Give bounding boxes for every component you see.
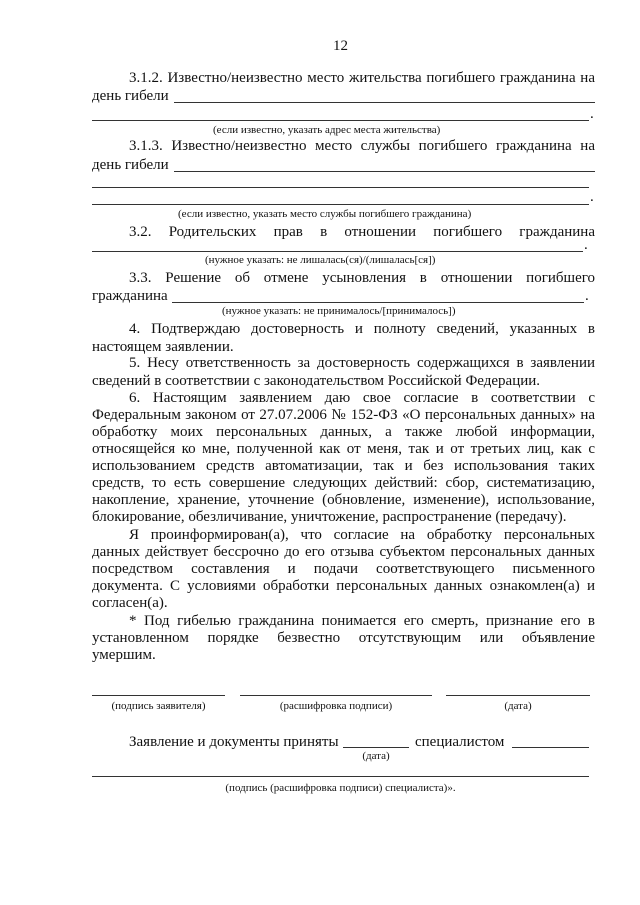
p7-line3: посредством составления и подачи соответствующего письменного [92, 561, 595, 577]
p6-line8: блокирование, обезличивание, уничтожение, распространение (передачу). [92, 509, 567, 525]
s313-fill-line-3 [92, 204, 589, 205]
s312-dot: . [590, 106, 594, 122]
signature-date-label: (дата) [504, 700, 532, 712]
s32-fill-line [92, 251, 583, 252]
p7-line4: документа. С условиями обработки персональных данных ознакомлен(а) и [92, 578, 595, 594]
s313-line2: день гибели [92, 157, 169, 173]
p6-line7: накопление, хранение, уточнение (обновление, изменение), использование, [92, 492, 595, 508]
specialist-signature-line [92, 776, 589, 777]
p8-line3: умершим. [92, 647, 156, 663]
s33-line2: гражданина [92, 288, 168, 304]
accepted-specialist-text: специалистом [415, 734, 505, 750]
s312-line1: 3.1.2. Известно/неизвестно место жительства погибшего гражданина на [129, 70, 595, 86]
s312-fill-line-1 [174, 102, 595, 103]
p6-line1: 6. Настоящим заявлением даю свое согласие в соответствии с [129, 390, 595, 406]
accepted-text: Заявление и документы приняты [129, 734, 339, 750]
p4-line1: 4. Подтверждаю достоверность и полноту сведений, указанных в [129, 321, 595, 337]
p6-line3: обработку моих персональных данных, а также любой информации, [92, 424, 595, 440]
p6-line4: относящейся ко мне, полученной как от меня, так и от третьих лиц, как с [92, 441, 595, 457]
p7-line5: согласен(а). [92, 595, 168, 611]
signature-line-date [446, 695, 590, 696]
p6-line6: средств, то есть совершение следующих действий: сбор, систематизацию, [92, 475, 595, 491]
s33-line1: 3.3. Решение об отмене усыновления в отношении погибшего [129, 270, 595, 286]
s32-dot: . [584, 237, 588, 253]
s312-fill-line-2 [92, 120, 589, 121]
s33-dot: . [585, 288, 589, 304]
signature-line-applicant [92, 695, 225, 696]
accepted-date-label: (дата) [362, 750, 390, 762]
s313-fill-line-2 [92, 187, 589, 188]
s313-line1: 3.1.3. Известно/неизвестно место службы погибшего гражданина на [129, 138, 595, 154]
s312-line2: день гибели [92, 88, 169, 104]
p7-line2: данных действует бессрочно до его отзыва субъектом персональных данных [92, 544, 595, 560]
s33-hint: (нужное указать: не принималось/[принималось]) [222, 305, 456, 317]
specialist-signature-hint: (подпись (расшифровка подписи) специалиста)». [225, 782, 456, 794]
p5-line1: 5. Несу ответственность за достоверность содержащихся в заявлении [129, 355, 595, 371]
p8-line1: * Под гибелью гражданина понимается его смерть, признание его в [129, 613, 595, 629]
s312-hint: (если известно, указать адрес места жительства) [213, 124, 441, 136]
s32-hint: (нужное указать: не лишалась(ся)/(лишалась[ся]) [205, 254, 436, 266]
accepted-date-line [343, 747, 409, 748]
signature-decoding-label: (расшифровка подписи) [279, 700, 393, 712]
p4-line2: настоящем заявлении. [92, 339, 234, 355]
accepted-specialist-line [512, 747, 589, 748]
signature-applicant-label: (подпись заявителя) [111, 700, 206, 712]
s313-fill-line-1 [174, 171, 595, 172]
p6-line5: использованием средств автоматизации, так и без использования таких [92, 458, 595, 474]
s32-line1: 3.2. Родительских прав в отношении погибшего гражданина [129, 224, 595, 240]
s33-fill-line [172, 302, 584, 303]
signature-line-decoding [240, 695, 432, 696]
s313-dot: . [590, 189, 594, 205]
s313-hint: (если известно, указать место службы погибшего гражданина) [178, 208, 472, 220]
p7-line1: Я проинформирован(а), что согласие на обработку персональных [129, 527, 595, 543]
p8-line2: установленном порядке безвестно отсутствующим или объявление [92, 630, 595, 646]
p5-line2: сведений в соответствии с законодательством Российской Федерации. [92, 373, 541, 389]
page-number: 12 [333, 38, 348, 54]
p6-line2: Федеральным законом от 27.07.2006 № 152-ФЗ «О персональных данных» на [92, 407, 595, 423]
